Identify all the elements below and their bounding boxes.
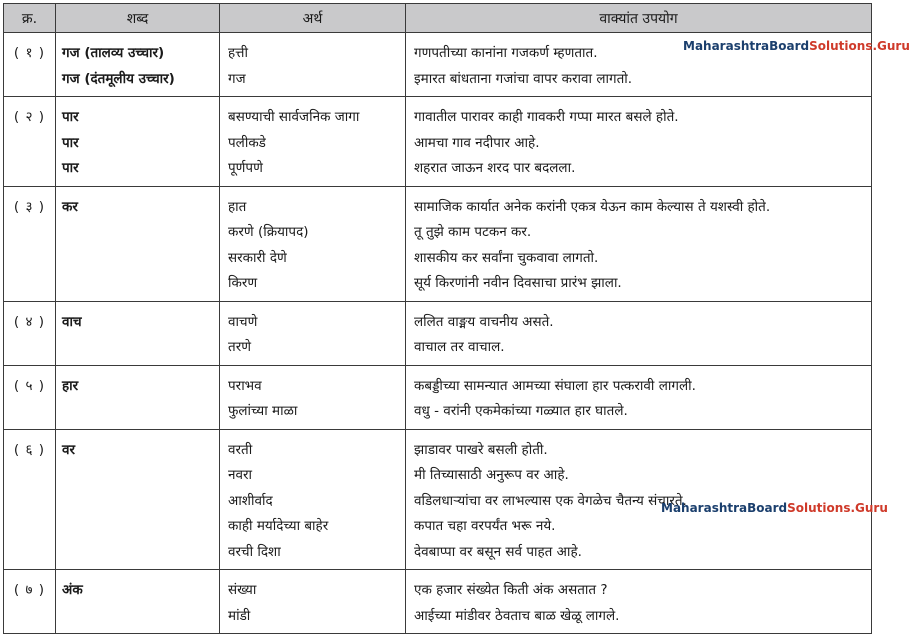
usage-cell (406, 186, 872, 301)
row-number-cell (4, 33, 56, 97)
word-cell (56, 33, 220, 97)
usage-cell (406, 301, 872, 365)
word-cell (56, 97, 220, 187)
meaning-text: हात (228, 198, 247, 215)
meaning-text: हत्ती (228, 45, 248, 61)
watermark-part2: Solutions.Guru (787, 501, 888, 515)
meaning-cell (220, 186, 406, 301)
meaning-text: संख्या (228, 582, 257, 598)
word-cell (56, 429, 220, 570)
row-number: ( ६ ) (13, 441, 46, 458)
row-number-cell (4, 97, 56, 187)
meaning-text: पलीकडे (228, 134, 266, 151)
usage-text: गावातील पारावर काही गावकरी गप्पा मारत बसले होते. (414, 109, 679, 125)
usage-text: सामाजिक कार्यात अनेक करांनी एकत्र येऊन काम केल्यास ते यशस्वी होते. (414, 198, 771, 215)
meaning-text: करणे (क्रियापद) (228, 224, 309, 240)
meaning-text: गज (228, 70, 246, 87)
table-row (4, 97, 872, 187)
row-number: ( ५ ) (13, 377, 46, 394)
usage-text: कबड्डीच्या सामन्यात आमच्या संघाला हार पत्करावी लागली. (414, 377, 696, 394)
meaning-cell (220, 97, 406, 187)
word-text: गज (तालव्य उच्चार) (62, 45, 165, 61)
watermark-top (683, 39, 910, 53)
word-cell (56, 186, 220, 301)
row-number: ( ३ ) (13, 198, 46, 215)
usage-text: सूर्य किरणांनी नवीन दिवसाचा प्रारंभ झाला. (414, 275, 622, 291)
word-text: पार (62, 134, 79, 151)
word-text: पार (62, 160, 79, 176)
row-number-cell (4, 570, 56, 634)
meaning-text: फुलांच्या माळा (228, 403, 298, 419)
usage-text: गणपतीच्या कानांना गजकर्ण म्हणतात. (414, 45, 598, 61)
usage-cell (406, 365, 872, 429)
word-cell (56, 570, 220, 634)
header-usage: वाक्यांत उपयोग (406, 4, 872, 33)
header-meaning: अर्थ (220, 4, 406, 33)
usage-cell (406, 429, 872, 570)
word-cell (56, 301, 220, 365)
meaning-cell (220, 429, 406, 570)
header-number: क्र. (4, 4, 56, 33)
usage-text: मी तिच्यासाठी अनुरूप वर आहे. (414, 467, 569, 483)
row-number: ( २ ) (13, 109, 46, 125)
table-row (4, 570, 872, 634)
homonym-table (3, 3, 872, 634)
meaning-cell (220, 33, 406, 97)
meaning-text: तरणे (228, 339, 251, 355)
table-row (4, 365, 872, 429)
meaning-cell (220, 365, 406, 429)
watermark-part2: Solutions.Guru (809, 39, 910, 53)
row-number-cell (4, 365, 56, 429)
meaning-text: वरची दिशा (228, 543, 281, 560)
watermark-part1: MaharashtraBoard (661, 501, 788, 515)
word-cell (56, 365, 220, 429)
usage-text: ललित वाङ्मय वाचनीय असते. (414, 313, 554, 330)
usage-text: झाडावर पाखरे बसली होती. (414, 441, 548, 458)
word-text: अंक (62, 582, 83, 598)
usage-text: आमचा गाव नदीपार आहे. (414, 134, 540, 151)
word-text: हार (62, 377, 79, 394)
meaning-text: पराभव (228, 377, 262, 394)
usage-text: कपात चहा वरपर्यंत भरू नये. (414, 518, 556, 534)
table-header-row (4, 4, 872, 33)
word-text: वर (62, 441, 76, 458)
meaning-text: वरती (228, 441, 253, 458)
meaning-text: आशीर्वाद (228, 492, 273, 509)
word-text: वाच (62, 313, 82, 330)
usage-cell (406, 570, 872, 634)
table-row (4, 301, 872, 365)
usage-text: शासकीय कर सर्वांना चुकवावा लागतो. (414, 249, 599, 266)
meaning-text: किरण (228, 275, 258, 291)
usage-text: इमारत बांधताना गजांचा वापर करावा लागतो. (414, 70, 633, 87)
usage-text: वडिलधाऱ्यांचा वर लाभल्यास एक वेगळेच चैतन्य संचारते. (414, 492, 687, 509)
word-text: पार (62, 109, 79, 125)
meaning-text: नवरा (228, 467, 253, 483)
usage-text: देवबाप्पा वर बसून सर्व पाहत आहे. (414, 543, 582, 560)
row-number-cell (4, 301, 56, 365)
usage-text: आईच्या मांडीवर ठेवताच बाळ खेळू लागले. (414, 607, 620, 624)
row-number: ( ७ ) (13, 582, 46, 598)
usage-text: शहरात जाऊन शरद पार बदलला. (414, 160, 576, 176)
row-number: ( ४ ) (13, 313, 46, 330)
usage-text: वधु - वरांनी एकमेकांच्या गळ्यात हार घातले. (414, 403, 628, 419)
watermark-part1: MaharashtraBoard (683, 39, 810, 53)
meaning-text: काही मर्यादेच्या बाहेर (228, 518, 329, 534)
meaning-text: सरकारी देणे (228, 249, 287, 266)
meaning-text: बसण्याची सार्वजनिक जागा (228, 109, 360, 125)
watermark-bottom (661, 501, 888, 515)
usage-cell (406, 97, 872, 187)
usage-text: वाचाल तर वाचाल. (414, 339, 505, 355)
meaning-cell (220, 301, 406, 365)
usage-text: तू तुझे काम पटकन कर. (414, 224, 532, 240)
meaning-text: मांडी (228, 607, 251, 624)
usage-text: एक हजार संख्येत किती अंक असतात ? (414, 582, 608, 598)
meaning-text: पूर्णपणे (228, 160, 263, 176)
header-word: शब्द (56, 4, 220, 33)
word-text: कर (62, 198, 78, 215)
meaning-cell (220, 570, 406, 634)
table-row (4, 186, 872, 301)
table-body (4, 33, 872, 634)
meaning-text: वाचणे (228, 313, 258, 330)
row-number-cell (4, 429, 56, 570)
word-text: गज (दंतमूलीय उच्चार) (62, 70, 175, 87)
row-number-cell (4, 186, 56, 301)
table-row (4, 429, 872, 570)
row-number: ( १ ) (13, 45, 46, 61)
